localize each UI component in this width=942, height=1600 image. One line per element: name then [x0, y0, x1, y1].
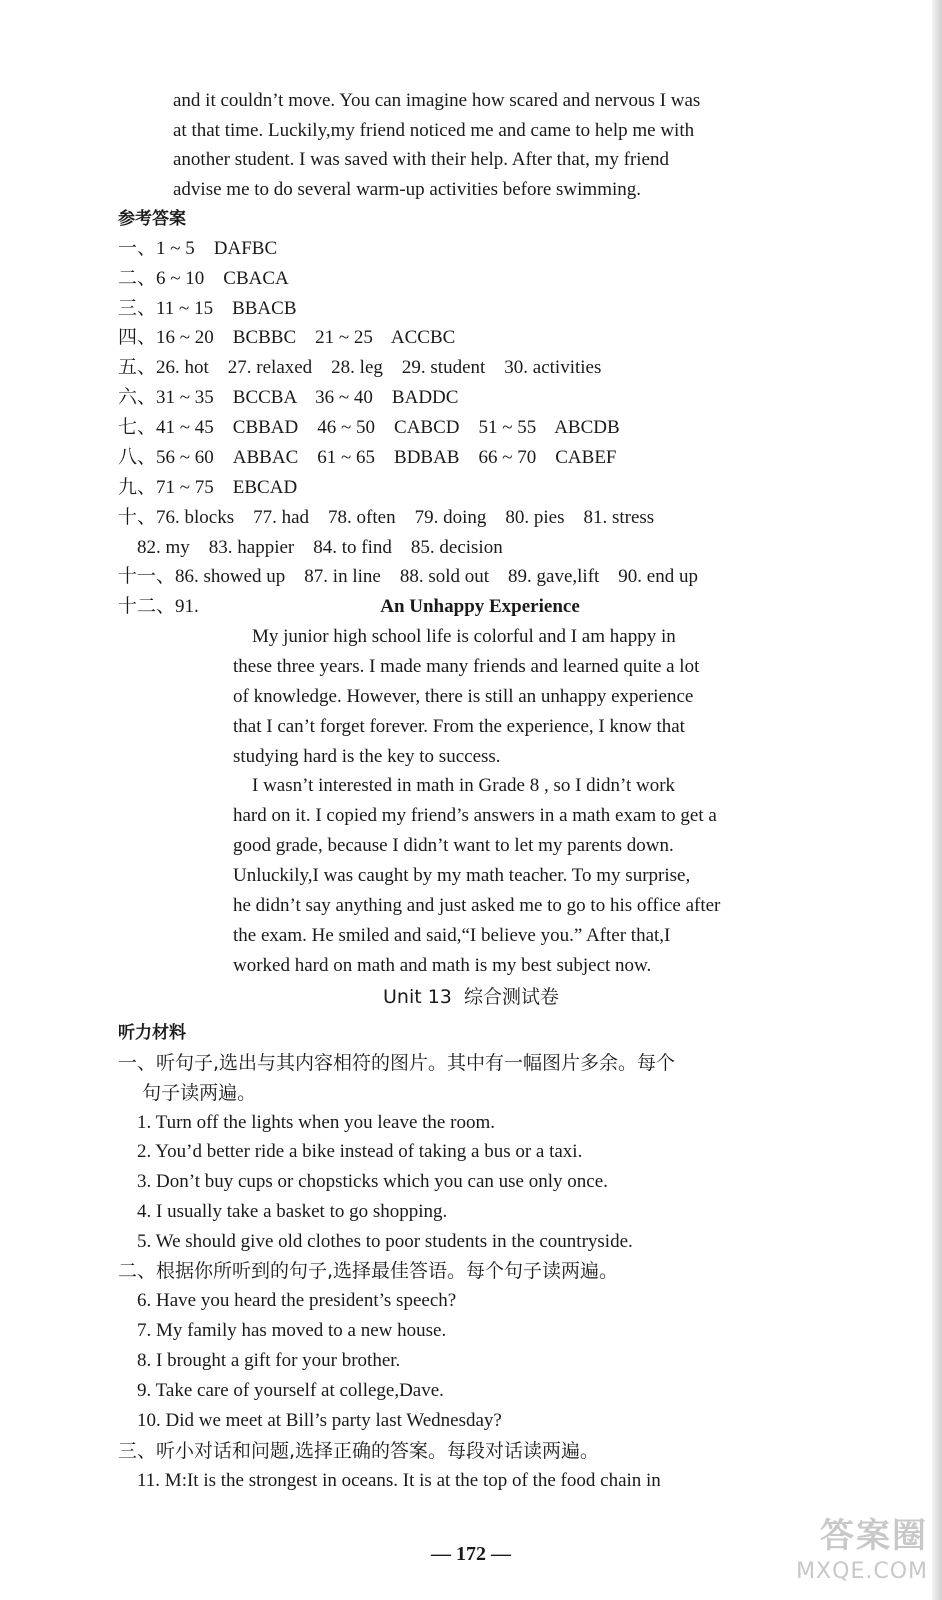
essay-line: these three years. I made many friends and learned quite a lot — [233, 656, 700, 677]
answer-line: 六、31 ~ 35 BCCBA 36 ~ 40 BADDC — [118, 387, 459, 408]
essay-title: An Unhappy Experience — [380, 596, 580, 617]
essay-line: studying hard is the key to success. — [233, 746, 501, 767]
answer-line: 十、76. blocks 77. had 78. often 79. doing 80. pies 81. stress — [118, 507, 655, 528]
listening-line: 9. Take care of yourself at college,Dave. — [118, 1380, 444, 1401]
answer-line: 一、1 ~ 5 DAFBC — [118, 238, 278, 259]
answer-line: 五、26. hot 27. relaxed 28. leg 29. student 30. activities — [118, 357, 602, 378]
essay-line: good grade, because I didn’t want to let my parents down. — [233, 835, 674, 856]
watermark-logo: 答案圈 — [820, 1516, 928, 1556]
listening-line: 3. Don’t buy cups or chopsticks which you can use only once. — [118, 1171, 608, 1192]
watermark-url: MXQE.COM — [796, 1559, 928, 1584]
listening-line: 一、听句子,选出与其内容相符的图片。其中有一幅图片多余。每个 — [118, 1052, 676, 1074]
essay-line: hard on it. I copied my friend’s answers in a math exam to get a — [233, 805, 717, 826]
essay-line: he didn’t say anything and just asked me to go to his office after — [233, 895, 721, 916]
paragraph-line: another student. I was saved with their help. After that, my friend — [173, 149, 669, 170]
essay-line: Unluckily,I was caught by my math teacher. To my surprise, — [233, 865, 691, 886]
listening-line: 8. I brought a gift for your brother. — [118, 1350, 401, 1371]
page-number: — 172 — — [431, 1543, 511, 1565]
unit-title: Unit 13 综合测试卷 — [383, 986, 559, 1008]
listening-line: 2. You’d better ride a bike instead of taking a bus or a taxi. — [118, 1141, 583, 1162]
listening-line: 10. Did we meet at Bill’s party last Wednesday? — [118, 1410, 502, 1431]
essay-line: of knowledge. However, there is still an unhappy experience — [233, 686, 694, 707]
essay-line: I wasn’t interested in math in Grade 8 , so I didn’t work — [233, 775, 676, 796]
essay-line: the exam. He smiled and said,“I believe you.” After that,I — [233, 925, 671, 946]
paragraph-line: at that time. Luckily,my friend noticed me and came to help me with — [173, 120, 695, 141]
paragraph-line: advise me to do several warm-up activities before swimming. — [173, 179, 642, 200]
answer-line: 82. my 83. happier 84. to find 85. decision — [118, 537, 503, 558]
essay-line: My junior high school life is colorful and I am happy in — [233, 626, 676, 647]
answer-line: 九、71 ~ 75 EBCAD — [118, 477, 298, 498]
paragraph-line: and it couldn’t move. You can imagine how scared and nervous I was — [173, 90, 701, 111]
listening-line: 句子读两遍。 — [118, 1082, 257, 1104]
answers-heading: 参考答案 — [118, 209, 186, 229]
listening-line: 7. My family has moved to a new house. — [118, 1320, 447, 1341]
essay-line: that I can’t forget forever. From the experience, I know that — [233, 716, 685, 737]
answer-line: 四、16 ~ 20 BCBBC 21 ~ 25 ACCBC — [118, 327, 456, 348]
page-edge-shadow — [932, 0, 942, 1600]
answer-line: 三、11 ~ 15 BBACB — [118, 298, 297, 319]
answer-line: 二、6 ~ 10 CBACA — [118, 268, 289, 289]
listening-heading: 听力材料 — [118, 1023, 186, 1043]
essay-label: 十二、91. — [118, 596, 199, 617]
listening-line: 三、听小对话和问题,选择正确的答案。每段对话读两遍。 — [118, 1440, 600, 1462]
listening-line: 二、根据你所听到的句子,选择最佳答语。每个句子读两遍。 — [118, 1260, 619, 1282]
answer-line: 十一、86. showed up 87. in line 88. sold out 89. gave,lift 90. end up — [118, 566, 698, 587]
essay-line: worked hard on math and math is my best subject now. — [233, 955, 652, 976]
answer-line: 七、41 ~ 45 CBBAD 46 ~ 50 CABCD 51 ~ 55 ABCDB — [118, 417, 620, 438]
listening-line: 5. We should give old clothes to poor students in the countryside. — [118, 1231, 633, 1252]
watermark — [738, 1514, 928, 1594]
listening-line: 11. M:It is the strongest in oceans. It is at the top of the food chain in — [118, 1470, 661, 1491]
listening-line: 1. Turn off the lights when you leave the room. — [118, 1112, 495, 1133]
listening-line: 4. I usually take a basket to go shopping. — [118, 1201, 448, 1222]
listening-line: 6. Have you heard the president’s speech? — [118, 1290, 457, 1311]
answer-line: 八、56 ~ 60 ABBAC 61 ~ 65 BDBAB 66 ~ 70 CABEF — [118, 447, 617, 468]
